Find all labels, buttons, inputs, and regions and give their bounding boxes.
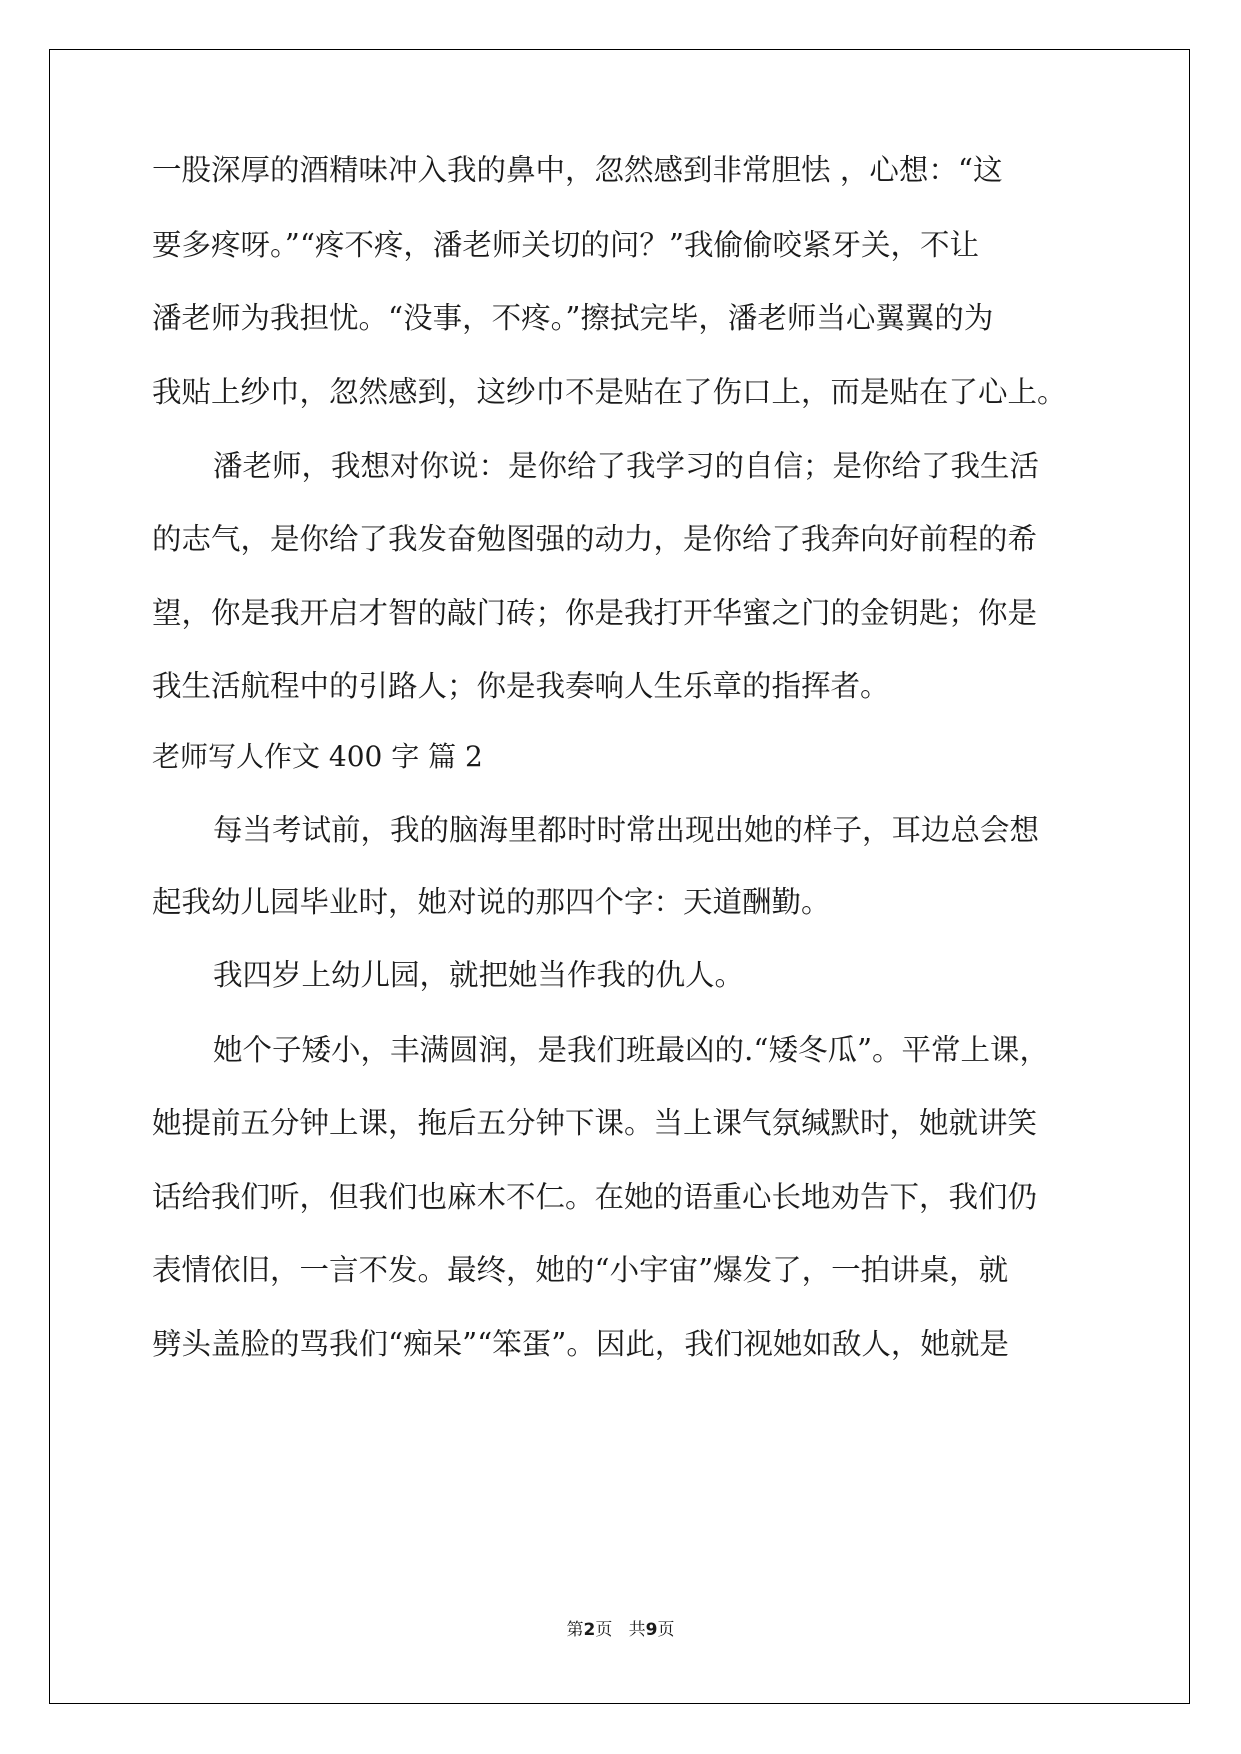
paragraph-start-line: 潘老师，我想对你说：是你给了我学习的自信；是你给了我生活	[213, 449, 1040, 483]
text-line: 起我幼儿园毕业时，她对说的那四个字：天道酬勤。	[152, 885, 831, 919]
text-line: 一股深厚的酒精味冲入我的鼻中，忽然感到非常胆怯 ，心想：“这	[152, 153, 1003, 187]
paragraph-start-line: 我四岁上幼儿园，就把她当作我的仇人。	[213, 958, 745, 992]
page-footer	[0, 1615, 1241, 1640]
paragraph-start-line: 她个子矮小，丰满圆润，是我们班最凶的.“矮冬瓜”。平常上课，	[213, 1033, 1050, 1067]
footer-total-suffix: 页	[657, 1620, 675, 1640]
footer-prefix: 第	[566, 1620, 584, 1640]
current-page-number: 2	[583, 1620, 596, 1640]
text-line: 潘老师为我担忧。“没事，不疼。”擦拭完毕，潘老师当心翼翼的为	[152, 301, 994, 335]
text-line: 望，你是我开启才智的敲门砖；你是我打开华蜜之门的金钥匙；你是	[152, 596, 1038, 630]
text-line: 表情依旧，一言不发。最终，她的“小宇宙”爆发了，一拍讲桌，就	[152, 1253, 1009, 1287]
text-line: 我生活航程中的引路人；你是我奏响人生乐章的指挥者。	[152, 669, 890, 703]
footer-total-prefix: 共	[628, 1620, 646, 1640]
total-page-number: 9	[645, 1620, 658, 1640]
section-heading: 老师写人作文 400 字 篇 2	[152, 740, 483, 773]
text-line: 的志气，是你给了我发奋勉图强的动力，是你给了我奔向好前程的希	[152, 522, 1038, 556]
text-line: 她提前五分钟上课，拖后五分钟下课。当上课气氛缄默时，她就讲笑	[152, 1106, 1038, 1140]
text-line: 话给我们听，但我们也麻木不仁。在她的语重心长地劝告下，我们仍	[152, 1180, 1038, 1214]
footer-page-suffix: 页	[595, 1620, 613, 1640]
paragraph-start-line: 每当考试前，我的脑海里都时时常出现出她的样子，耳边总会想	[213, 813, 1040, 847]
text-line: 我贴上纱巾，忽然感到，这纱巾不是贴在了伤口上，而是贴在了心上。	[152, 375, 1067, 409]
text-line: 劈头盖脸的骂我们“痴呆”“笨蛋”。因此，我们视她如敌人，她就是	[152, 1327, 1009, 1361]
text-line: 要多疼呀。”“疼不疼，潘老师关切的问？”我偷偷咬紧牙关，不让	[152, 228, 979, 262]
